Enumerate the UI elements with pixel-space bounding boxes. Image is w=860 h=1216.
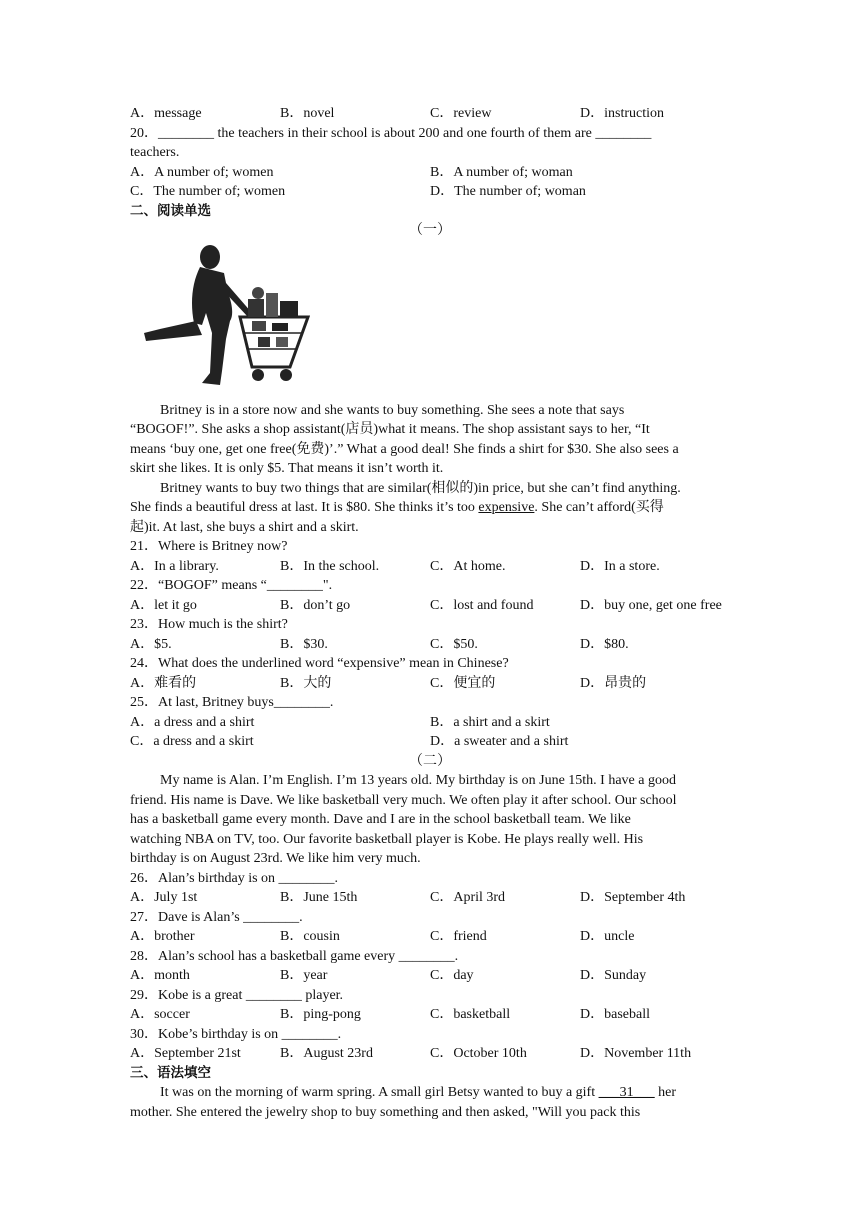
passage1-p1-line2: “BOGOF!”. She asks a shop assistant(店员)what it means. The shop assistant says to her, “It: [130, 422, 650, 437]
q20-option-b: B．A number of; woman: [430, 164, 573, 180]
q21-option-d: D．In a store.: [580, 558, 660, 574]
q24-option-d: D．昂贵的: [580, 675, 647, 691]
passage2-line3: has a basketball game every month. Dave and I are in the school basketball team. We like: [130, 812, 631, 827]
q19-options: [130, 104, 730, 124]
q21-option-c: C．At home.: [430, 558, 506, 574]
q19-option-c: C．review: [430, 106, 492, 121]
q27-options: [130, 927, 730, 947]
q27-option-a: A．brother: [130, 929, 195, 944]
q20-stem-line1: 20．________ the teachers in their school is about 200 and one fourth of them are ________: [130, 125, 652, 141]
grammar-line2: mother. She entered the jewelry shop to buy something and then asked, "Will you pack this: [130, 1104, 641, 1120]
q22-options: [130, 596, 730, 616]
q25-option-c: C．a dress and a skirt: [130, 734, 254, 749]
q20-options-row1: [130, 163, 730, 183]
q26-options: [130, 888, 730, 908]
passage1-paragraph2: [130, 479, 730, 538]
exam-page: [130, 104, 730, 1122]
q25-option-d: D．a sweater and a shirt: [430, 734, 569, 749]
q29-option-d: D．baseball: [580, 1007, 650, 1022]
passage1-heading: （一）: [409, 223, 451, 238]
passage1-p1-line3: means ‘buy one, get one free(免费)’.” What a good deal! She finds a shirt for $30. She also sees a: [130, 441, 679, 457]
blank-31: ___31___: [598, 1085, 655, 1100]
grammar-line1-before: It was on the morning of warm spring. A small girl Betsy wanted to buy a gift: [160, 1085, 599, 1100]
q26-option-b: B．June 15th: [280, 890, 358, 905]
q21-options: [130, 557, 730, 577]
q27-stem: 27．Dave is Alan’s ________.: [130, 909, 303, 925]
grammar-paragraph: [130, 1083, 730, 1122]
passage1-p2-line2-before: She finds a beautiful dress at last. It is $80. She thinks it’s too: [130, 500, 479, 515]
q25-options-row1: [130, 713, 730, 733]
q26-option-c: C．April 3rd: [430, 890, 506, 905]
q28-stem: 28．Alan’s school has a basketball game every ________.: [130, 948, 459, 964]
q20-option-c: C．The number of; women: [130, 184, 286, 199]
passage1-p1-line4: skirt she likes. It is only $5. That means it isn’t worth it.: [130, 461, 444, 476]
grammar-line1: [130, 1083, 730, 1103]
q29-option-b: B．ping-pong: [280, 1007, 361, 1022]
q22-option-a: A．let it go: [130, 597, 197, 613]
q28-option-c: C．day: [430, 968, 474, 983]
q28-option-b: B．year: [280, 968, 328, 983]
q30-options: [130, 1044, 730, 1064]
q29-option-a: A．soccer: [130, 1007, 190, 1022]
q22-option-d: D．buy one, get one free: [580, 597, 722, 613]
passage1-p1-line1: Britney is in a store now and she wants to buy something. She sees a note that says: [160, 402, 625, 418]
q23-option-d: D．$80.: [580, 636, 629, 652]
q24-option-c: C．便宜的: [430, 675, 496, 691]
q22-option-b: B．don’t go: [280, 597, 351, 613]
q19-option-a: A．message: [130, 106, 202, 121]
q24-stem: 24．What does the underlined word “expensive” mean in Chinese?: [130, 656, 509, 671]
passage1-p2-line3: 起)it. At last, she buys a shirt and a skirt.: [130, 519, 359, 535]
passage2-line2: friend. His name is Dave. We like basketball very much. We often play it after school. Our school: [130, 792, 677, 808]
q28-option-d: D．Sunday: [580, 968, 647, 983]
passage1-paragraph1: [130, 401, 730, 479]
passage2-paragraph: [130, 771, 730, 869]
q27-option-c: C．friend: [430, 929, 487, 944]
q24-options: [130, 674, 730, 694]
q30-stem: 30．Kobe’s birthday is on ________.: [130, 1026, 342, 1042]
q27-option-d: D．uncle: [580, 929, 635, 944]
q22-stem: 22．“BOGOF” means “________".: [130, 578, 333, 593]
passage2-line4: watching NBA on TV, too. Our favorite basketball player is Kobe. He plays really well. His: [130, 831, 644, 847]
q25-option-b: B．a shirt and a skirt: [430, 714, 550, 730]
passage1-p2-line2-after: . She can’t afford(买得: [534, 500, 664, 515]
q25-options-row2: [130, 732, 730, 752]
q20-option-d: D．The number of; woman: [430, 184, 586, 199]
shopping-cart-woman-icon: [140, 243, 310, 393]
q23-option-a: A．$5.: [130, 636, 172, 652]
q23-options: [130, 635, 730, 655]
passage2-line5: birthday is on August 23rd. We like him very much.: [130, 851, 421, 866]
q28-option-a: A．month: [130, 968, 190, 983]
q21-stem: 21．Where is Britney now?: [130, 539, 288, 554]
q24-option-b: B．大的: [280, 675, 332, 691]
q29-option-c: C．basketball: [430, 1007, 511, 1022]
q24-option-a: A．难看的: [130, 675, 197, 691]
q28-options: [130, 966, 730, 986]
q30-option-b: B．August 23rd: [280, 1046, 373, 1061]
passage1-p2-line1: Britney wants to buy two things that are similar(相似的)in price, but she can’t find anything.: [160, 480, 681, 496]
q26-option-d: D．September 4th: [580, 890, 686, 905]
q30-option-c: C．October 10th: [430, 1046, 527, 1061]
q29-stem: 29．Kobe is a great ________ player.: [130, 987, 344, 1003]
q29-options: [130, 1005, 730, 1025]
passage2-line1: My name is Alan. I’m English. I’m 13 years old. My birthday is on June 15th. I have a good: [160, 773, 676, 788]
q25-stem: 25．At last, Britney buys________.: [130, 695, 334, 710]
q19-option-b: B．novel: [280, 106, 335, 121]
q23-stem: 23．How much is the shirt?: [130, 617, 288, 632]
passage1-p2-line2: [130, 498, 730, 518]
q30-option-d: D．November 11th: [580, 1046, 692, 1061]
q26-option-a: A．July 1st: [130, 890, 198, 905]
section3-title: 三、语法填空: [130, 1064, 211, 1081]
q21-option-b: B．In the school.: [280, 558, 380, 574]
grammar-line1-after: her: [654, 1085, 676, 1100]
q27-option-b: B．cousin: [280, 929, 340, 944]
passage1-figure: [130, 241, 730, 401]
q20-stem-line2: teachers.: [130, 145, 180, 160]
q26-stem: 26．Alan’s birthday is on ________.: [130, 870, 339, 886]
underlined-word-expensive: expensive: [478, 500, 535, 515]
q22-option-c: C．lost and found: [430, 597, 534, 613]
section2-title: 二、阅读单选: [130, 202, 211, 219]
q19-option-d: D．instruction: [580, 106, 664, 121]
q30-option-a: A．September 21st: [130, 1046, 241, 1061]
passage2-heading: （二）: [409, 753, 451, 769]
q20-options-row2: [130, 182, 730, 202]
q20-option-a: A．A number of; women: [130, 164, 274, 180]
q23-option-b: B．$30.: [280, 636, 328, 652]
q25-option-a: A．a dress and a shirt: [130, 714, 255, 730]
q21-option-a: A．In a library.: [130, 558, 219, 574]
q23-option-c: C．$50.: [430, 636, 478, 652]
